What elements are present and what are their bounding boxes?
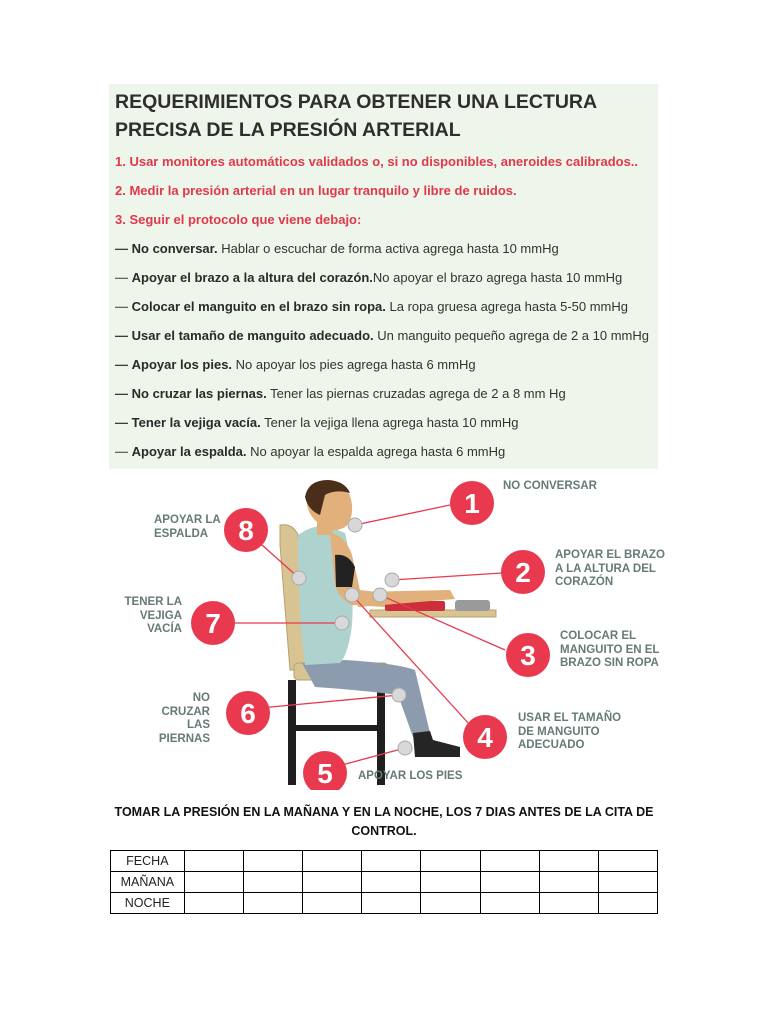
empty-cell[interactable] [303, 872, 362, 893]
row-header: NOCHE [111, 893, 185, 914]
badge-number: 3 [520, 640, 536, 671]
label-line: APOYAR LA [154, 514, 221, 526]
badge-number: 8 [238, 515, 254, 546]
requirement-bold: No cruzar las piernas. [131, 386, 267, 401]
label-line: TENER LA [124, 596, 182, 608]
empty-cell[interactable] [480, 851, 539, 872]
label-tamano-manguito [518, 712, 621, 753]
badge-8 [224, 508, 268, 552]
empty-cell[interactable] [539, 851, 598, 872]
red-item-1: 1. Usar monitores automáticos validados o, si no disponibles, aneroides calibrados.. [115, 154, 639, 169]
empty-cell[interactable] [480, 893, 539, 914]
empty-cell[interactable] [362, 851, 421, 872]
table-row [111, 851, 658, 872]
dash-marker: — [115, 415, 128, 430]
requirement-bold: Apoyar los pies. [131, 357, 233, 372]
requirement-item [115, 270, 622, 285]
requirement-text: Un manguito pequeño agrega de 2 a 10 mmHg [373, 328, 649, 343]
badge-number: 4 [477, 722, 493, 753]
empty-cell[interactable] [303, 851, 362, 872]
page-title: REQUERIMIENTOS PARA OBTENER UNA LECTURA PRECISA DE LA PRESIÓN ARTERIAL [115, 91, 597, 141]
requirement-text: Hablar o escuchar de forma activa agrega hasta 10 mmHg [217, 241, 559, 256]
requirement-bold: Tener la vejiga vacía. [131, 415, 261, 430]
label-line: USAR EL TAMAÑO [518, 712, 622, 724]
label-line: LAS PIERNAS [158, 719, 210, 745]
empty-cell[interactable] [421, 851, 480, 872]
empty-cell[interactable] [184, 851, 243, 872]
badge-1 [450, 481, 494, 525]
empty-cell[interactable] [480, 872, 539, 893]
label-line: VEJIGA VACÍA [139, 609, 182, 635]
badge-number: 5 [317, 758, 333, 789]
requirement-text: La ropa gruesa agrega hasta 5-50 mmHg [385, 299, 628, 314]
badge-number: 7 [205, 608, 221, 639]
requirement-item [115, 415, 519, 430]
blood-pressure-log-table [110, 850, 658, 914]
requirement-bold: Apoyar el brazo a la altura del corazón. [131, 270, 373, 285]
badge-4 [463, 715, 507, 759]
requirement-item [115, 357, 476, 372]
label-line: CORAZÓN [555, 576, 614, 588]
dash-marker: — [115, 357, 128, 372]
label-line: NO CRUZAR [161, 692, 210, 718]
requirement-bold: Usar el tamaño de manguito adecuado. [131, 328, 374, 343]
dash-marker: — [115, 444, 128, 459]
dash-marker: — [115, 299, 128, 314]
label-line: NO CONVERSAR [503, 480, 597, 492]
label-line: APOYAR LOS PIES [358, 770, 463, 782]
label-vejiga [108, 596, 182, 637]
empty-cell[interactable] [184, 893, 243, 914]
requirement-item [115, 444, 505, 459]
badge-7 [191, 601, 235, 645]
label-line: ADECUADO [518, 739, 585, 751]
red-item-3: 3. Seguir el protocolo que viene debajo: [115, 212, 362, 227]
empty-cell[interactable] [539, 893, 598, 914]
requirement-bold: Apoyar la espalda. [131, 444, 247, 459]
label-line: COLOCAR EL [560, 630, 637, 642]
label-line: BRAZO SIN ROPA [560, 657, 659, 669]
label-apoyar-pies [358, 770, 462, 784]
requirement-text: No apoyar la espalda agrega hasta 6 mmHg [246, 444, 506, 459]
empty-cell[interactable] [421, 872, 480, 893]
requirement-bold: No conversar. [131, 241, 218, 256]
empty-cell[interactable] [539, 872, 598, 893]
number-badges [191, 481, 550, 790]
instructions-note: TOMAR LA PRESIÓN EN LA MAÑANA Y EN LA NOCHE, LOS 7 DIAS ANTES DE LA CITA DE CONTROL. [114, 805, 654, 838]
row-header: FECHA [111, 851, 185, 872]
label-line: APOYAR EL BRAZO [555, 549, 665, 561]
requirement-item [115, 241, 559, 256]
red-item-2: 2. Medir la presión arterial en un lugar tranquilo y libre de ruidos. [115, 183, 517, 198]
requirement-item [115, 299, 628, 314]
label-line: A LA ALTURA DEL [555, 562, 656, 575]
dash-marker: — [115, 270, 128, 285]
empty-cell[interactable] [303, 893, 362, 914]
badge-6 [226, 691, 270, 735]
empty-cell[interactable] [243, 872, 302, 893]
label-no-conversar [503, 480, 597, 494]
label-no-cruzar [142, 692, 210, 746]
empty-cell[interactable] [598, 872, 657, 893]
table-row [111, 872, 658, 893]
empty-cell[interactable] [421, 893, 480, 914]
requirement-item [115, 328, 649, 343]
label-line: DE MANGUITO [518, 725, 600, 738]
label-line: ESPALDA [154, 527, 209, 540]
requirement-text: No apoyar el brazo agrega hasta 10 mmHg [372, 270, 623, 285]
badge-number: 2 [515, 557, 531, 588]
label-apoyar-espalda [154, 514, 221, 541]
row-header: MAÑANA [111, 872, 185, 893]
requirement-text: Tener la vejiga llena agrega hasta 10 mmHg [260, 415, 519, 430]
requirement-bold: Colocar el manguito en el brazo sin ropa. [131, 299, 386, 314]
requirement-item [115, 386, 566, 401]
empty-cell[interactable] [243, 851, 302, 872]
dash-marker: — [115, 241, 128, 256]
badge-2 [501, 550, 545, 594]
table-row [111, 893, 658, 914]
requirement-text: Tener las piernas cruzadas agrega de 2 a 8 mm Hg [266, 386, 566, 401]
empty-cell[interactable] [598, 851, 657, 872]
dash-marker: — [115, 328, 128, 343]
badge-number: 1 [464, 488, 480, 519]
empty-cell[interactable] [598, 893, 657, 914]
badge-5 [303, 751, 347, 790]
label-colocar-manguito [560, 630, 659, 671]
label-line: MANGUITO EN EL [560, 643, 660, 656]
empty-cell[interactable] [362, 872, 421, 893]
empty-cell[interactable] [362, 893, 421, 914]
empty-cell[interactable] [184, 872, 243, 893]
label-apoyar-brazo [555, 549, 665, 590]
badge-3 [506, 633, 550, 677]
empty-cell[interactable] [243, 893, 302, 914]
dash-marker: — [115, 386, 128, 401]
badge-number: 6 [240, 698, 256, 729]
requirement-text: No apoyar los pies agrega hasta 6 mmHg [232, 357, 476, 372]
